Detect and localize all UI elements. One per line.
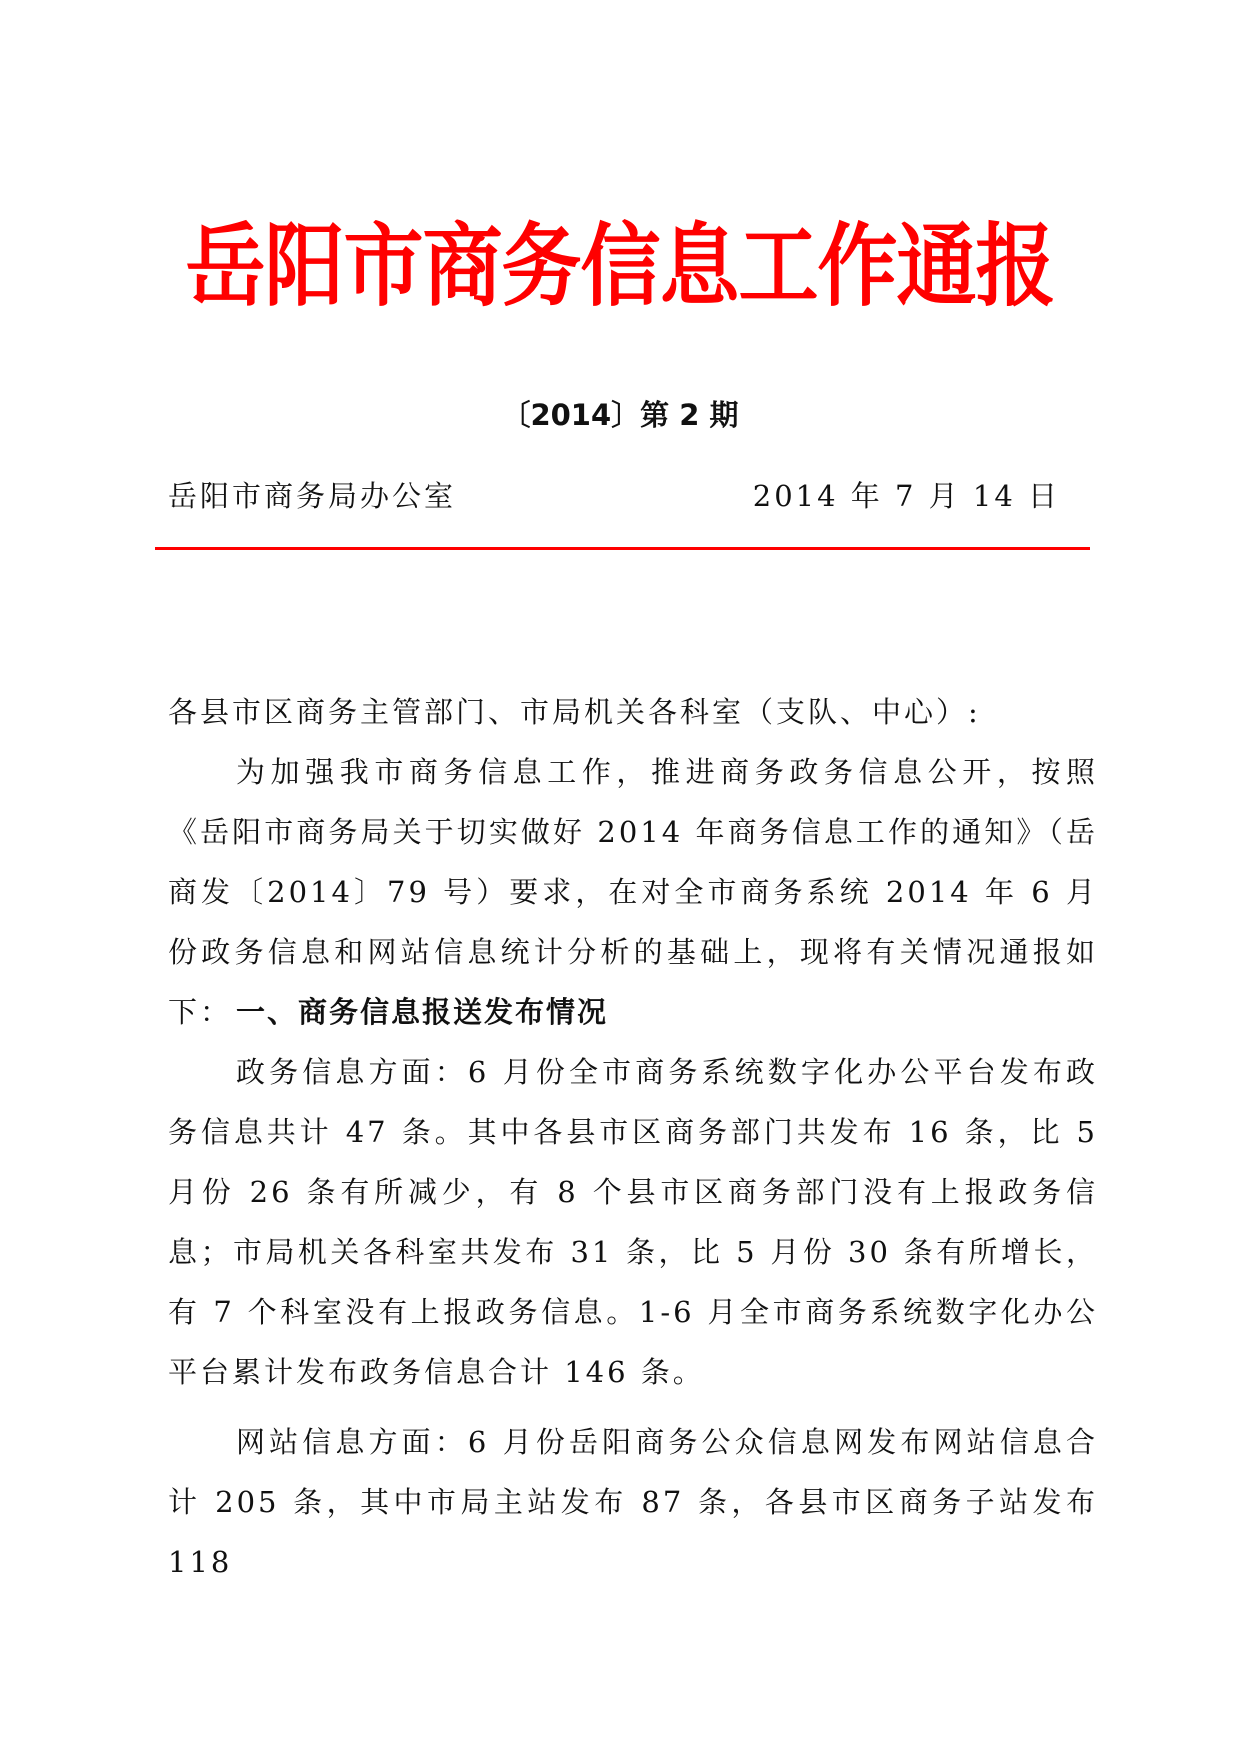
issue-date: 2014 年 7 月 14 日: [752, 479, 1060, 513]
issue-number: 〔2014〕第 2 期: [501, 398, 739, 432]
issuing-office: 岳阳市商务局办公室: [168, 479, 457, 513]
red-separator-rule: [155, 547, 1090, 550]
intro-paragraph: 为加强我市商务信息工作，推进商务政务信息公开，按照《岳阳市商务局关于切实做好 2014 年商务信息工作的通知》（岳商发〔2014〕79 号）要求，在对全市商务系统 2014 年 6 月份政务信息和网站信息统计分析的基础上，现将有关情况通报如下：: [168, 755, 1098, 1029]
web-info-paragraph: 网站信息方面：6 月份岳阳商务公众信息网发布网站信息合计 205 条，其中市局主站发布 87 条，各县市区商务子站发布 118: [168, 1425, 1098, 1579]
gov-info-paragraph: 政务信息方面：6 月份全市商务系统数字化办公平台发布政务信息共计 47 条。其中各县市区商务部门共发布 16 条，比 5 月份 26 条有所减少，有 8 个县市区商务部门没有上报政务信息；市局机关各科室共发布 31 条，比 5 月份 30 条有所增长，有 7 个科室没有上报政务信息。1-6 月全市商务系统数字化办公平台累计发布政务信息合计 146 条。: [168, 1055, 1098, 1389]
section-heading-1: 一、商务信息报送发布情况: [236, 995, 609, 1029]
masthead-title: 岳阳市商务信息工作通报: [185, 213, 1055, 319]
salutation: 各县市区商务主管部门、市局机关各科室（支队、中心）:: [168, 695, 981, 729]
